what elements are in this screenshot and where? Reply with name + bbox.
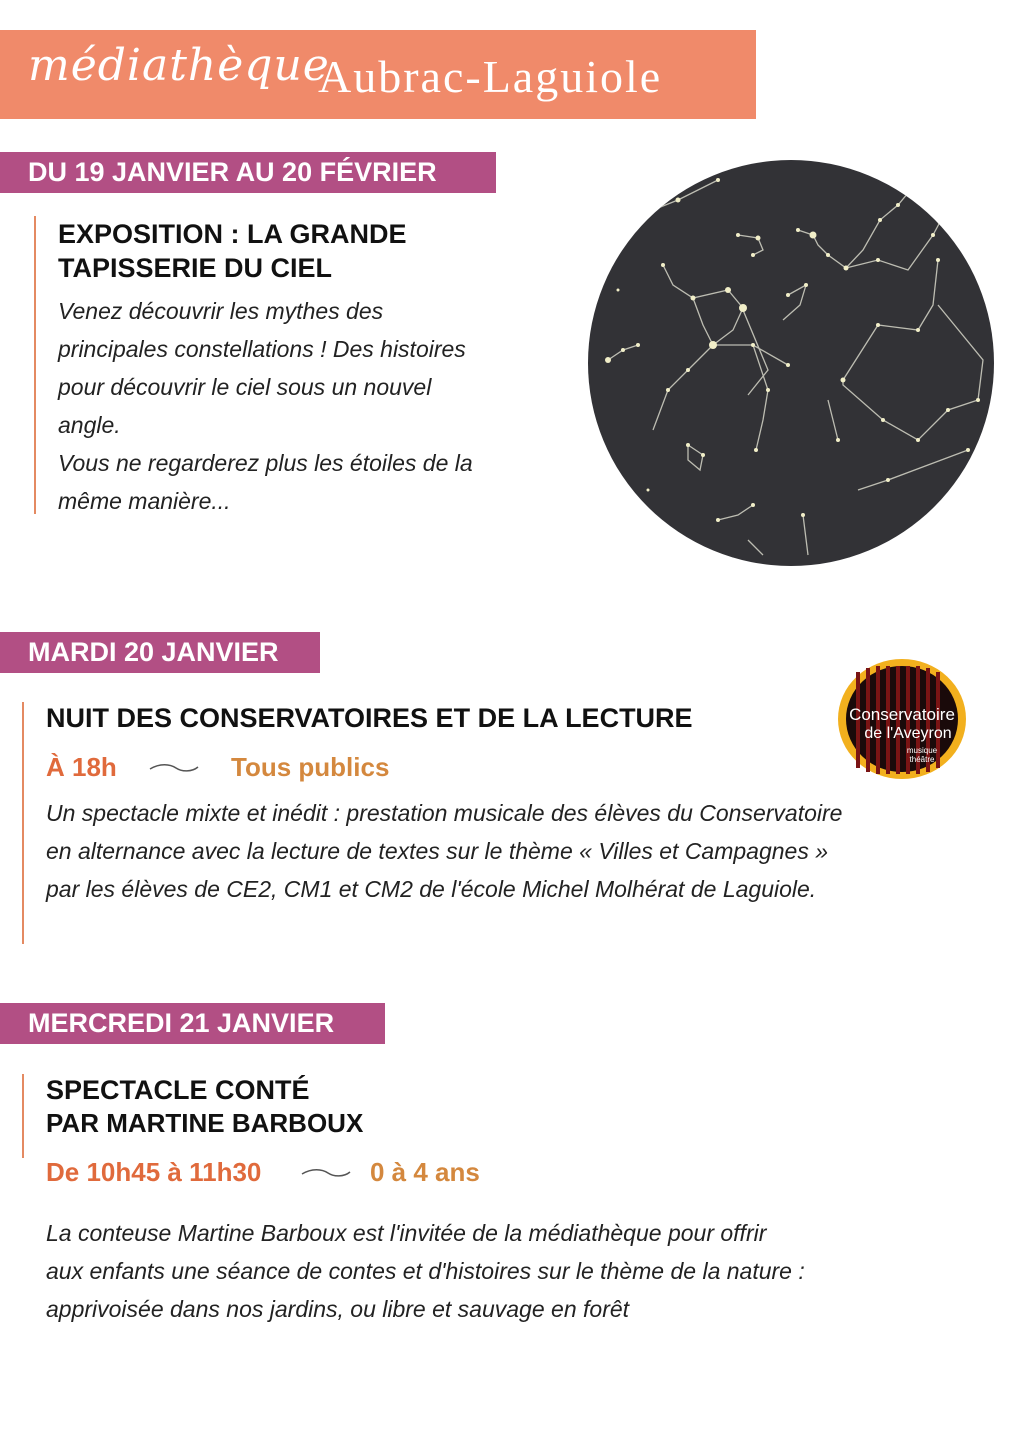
logo-line1: Conservatoire <box>849 705 955 724</box>
tilde-separator-icon <box>300 1163 352 1183</box>
description-line: Vous ne regarderez plus les étoiles de la <box>58 450 473 476</box>
event-date-tag: MARDI 20 JANVIER <box>0 632 320 673</box>
sky-disc <box>588 160 994 566</box>
event-title: SPECTACLE CONTÉ <box>46 1075 310 1105</box>
description-line: par les élèves de CE2, CM1 et CM2 de l'école Michel Molhérat de Laguiole. <box>46 876 817 902</box>
event-title: TAPISSERIE DU CIEL <box>58 253 333 283</box>
tilde-separator-icon <box>148 758 200 778</box>
description-line: angle. <box>58 412 121 438</box>
event-date-tag: MERCREDI 21 JANVIER <box>0 1003 385 1044</box>
logo-line3: musique <box>906 746 938 755</box>
event-audience: 0 à 4 ans <box>370 1157 480 1187</box>
conservatoire-logo <box>836 658 968 780</box>
description-line: La conteuse Martine Barboux est l'invitée de la médiathèque pour offrir <box>46 1220 767 1246</box>
logo-line4: théâtre <box>909 755 935 764</box>
event-accent-bar <box>34 216 36 514</box>
description-line: pour découvrir le ciel sous un nouvel <box>58 374 432 400</box>
description-line: même manière... <box>58 488 231 514</box>
event-accent-bar <box>22 702 24 944</box>
description-line: en alternance avec la lecture de textes sur le thème « Villes et Campagnes » <box>46 838 829 864</box>
event-time: De 10h45 à 11h30 <box>46 1157 262 1187</box>
description-line: principales constellations ! Des histoires <box>58 336 466 362</box>
constellation-image <box>588 160 994 566</box>
event-audience: Tous publics <box>231 752 390 782</box>
header-script-label: médiathèque <box>28 40 330 91</box>
event-title: EXPOSITION : LA GRANDE <box>58 219 407 249</box>
event-title: NUIT DES CONSERVATOIRES ET DE LA LECTURE <box>46 703 693 733</box>
description-line: Un spectacle mixte et inédit : prestation musicale des élèves du Conservatoire <box>46 800 843 826</box>
event-subtitle: PAR MARTINE BARBOUX <box>46 1108 364 1138</box>
description-line: aux enfants une séance de contes et d'histoires sur le thème de la nature : <box>46 1258 805 1284</box>
event-date-tag: DU 19 JANVIER AU 20 FÉVRIER <box>0 152 496 193</box>
description-line: apprivoisée dans nos jardins, ou libre et sauvage en forêt <box>46 1296 630 1322</box>
event-time: À 18h <box>46 752 117 782</box>
event-accent-bar <box>22 1074 24 1158</box>
description-line: Venez découvrir les mythes des <box>58 298 384 324</box>
logo-line2: de l'Aveyron <box>864 725 952 742</box>
header-library-name: Aubrac-Laguiole <box>318 51 663 102</box>
